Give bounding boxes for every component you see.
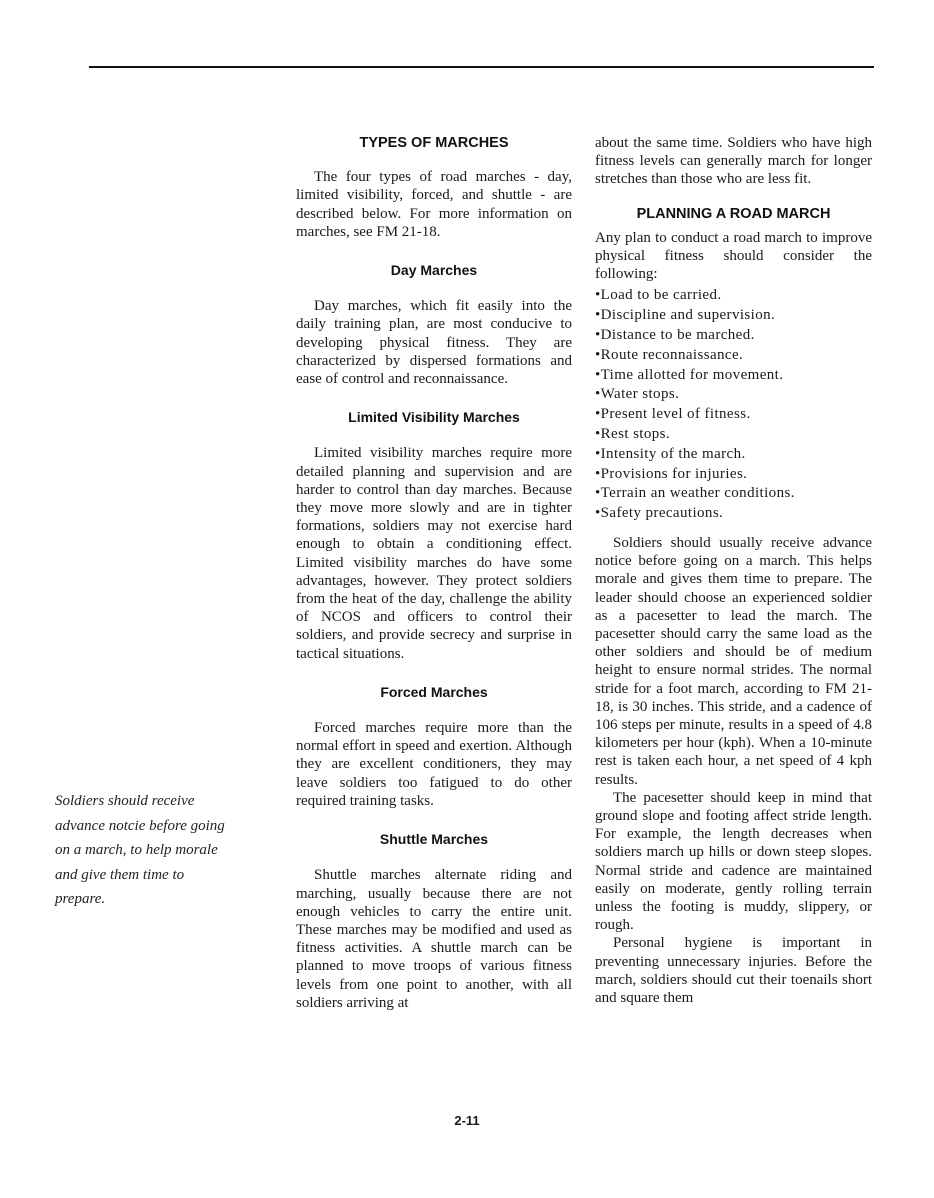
list-item: •Discipline and supervision. — [595, 307, 776, 324]
shuttle-marches-heading: Shuttle Marches — [379, 831, 489, 848]
planning-heading: PLANNING A ROAD MARCH — [636, 205, 831, 222]
list-item: •Time allotted for movement. — [595, 366, 784, 383]
planning-intro-paragraph: Any plan to conduct a road march to improve physical fitness should consider the following: — [595, 229, 872, 283]
list-item: •Safety precautions. — [595, 505, 724, 522]
margin-note: Soldiers should receive advance notcie before going on a march, to help morale and give them time to prepare. — [55, 793, 225, 908]
left-column — [296, 134, 572, 1012]
list-item: •Load to be carried. — [595, 287, 722, 304]
page-number: 2-11 — [454, 1113, 480, 1128]
header-rule — [89, 66, 874, 68]
forced-marches-heading: Forced Marches — [380, 683, 488, 700]
list-item: •Intensity of the march. — [595, 445, 746, 462]
list-item: •Provisions for injuries. — [595, 465, 748, 482]
shuttle-continued-paragraph: about the same time. Soldiers who have high fitness levels can generally march for longer stretches than those who are less fit. — [595, 135, 872, 188]
pacesetter-paragraph: Soldiers should usually receive advance notice before going on a march. This helps morale and gives them time to prepare. The leader should choose an experienced soldier as a pacesetter to lead the march. The pacesetter should carry the same load as the other soldiers and should be of medium height to ensure normal strides. The normal stride for a foot march, according to FM 21-18, is 30 inches. This stride, and a cadence of 106 steps per minute, results in a speed of 4.8 kilometers per hour (kph). When a 10-minute rest is taken each hour, a net speed of 4 kph results. — [595, 534, 872, 788]
forced-marches-paragraph: Forced marches require more than the normal effort in speed and exertion. Although they are excellent conditioners, they may leave soldiers too fatigued to do other required training tasks. — [296, 720, 572, 809]
list-item: •Route reconnaissance. — [595, 346, 744, 363]
stride-paragraph: The pacesetter should keep in mind that ground slope and footing affect stride length. For example, the length decreases when soldiers march up hills or down steep slopes. Normal stride and cadence are maintained easily on moderate, gently rolling terrain unless the footing is muddy, slippery, or rough. — [595, 789, 872, 934]
types-intro-paragraph: The four types of road marches - day, limited visibility, forced, and shuttle - are described below. For more information on marches, see FM 21-18. — [296, 169, 572, 240]
right-column — [595, 134, 872, 1007]
day-marches-heading: Day Marches — [390, 262, 478, 279]
list-item: •Water stops. — [595, 386, 680, 403]
list-item: •Distance to be marched. — [595, 327, 755, 344]
limited-visibility-heading: Limited Visibility Marches — [348, 409, 520, 426]
hygiene-paragraph: Personal hygiene is important in preventing unnecessary injuries. Before the march, soldiers should cut their toenails short and square them — [595, 935, 872, 1007]
planning-checklist — [595, 286, 872, 524]
list-item: •Rest stops. — [595, 426, 671, 442]
list-item: •Terrain an weather conditions. — [595, 485, 795, 502]
limited-visibility-paragraph: Limited visibility marches require more detailed planning and supervision and are harder to control than day marches. Because they move more slowly and are in tighter formations, soldiers may not exercise hard enough to obtain a conditioning effect. Limited visibility marches do have some advantages, however. They protect soldiers from the heat of the day, challenge the ability of NCOS and officers to control their soldiers, and provide secrecy and surprise in tactical situations. — [296, 445, 572, 662]
shuttle-marches-paragraph: Shuttle marches alternate riding and marching, usually because there are not enough vehicles to carry the entire unit. These marches may be modified and used as fitness activities. A shuttle march can be planned to move troops of various fitness levels from one point to another, with all soldiers arriving at — [296, 867, 572, 1011]
list-item: •Present level of fitness. — [595, 406, 751, 423]
types-of-marches-heading: TYPES OF MARCHES — [359, 135, 509, 151]
day-marches-paragraph: Day marches, which fit easily into the daily training plan, are most conducive to developing physical fitness. They are characterized by dispersed formations and ease of control and reconnaissance. — [296, 298, 572, 388]
